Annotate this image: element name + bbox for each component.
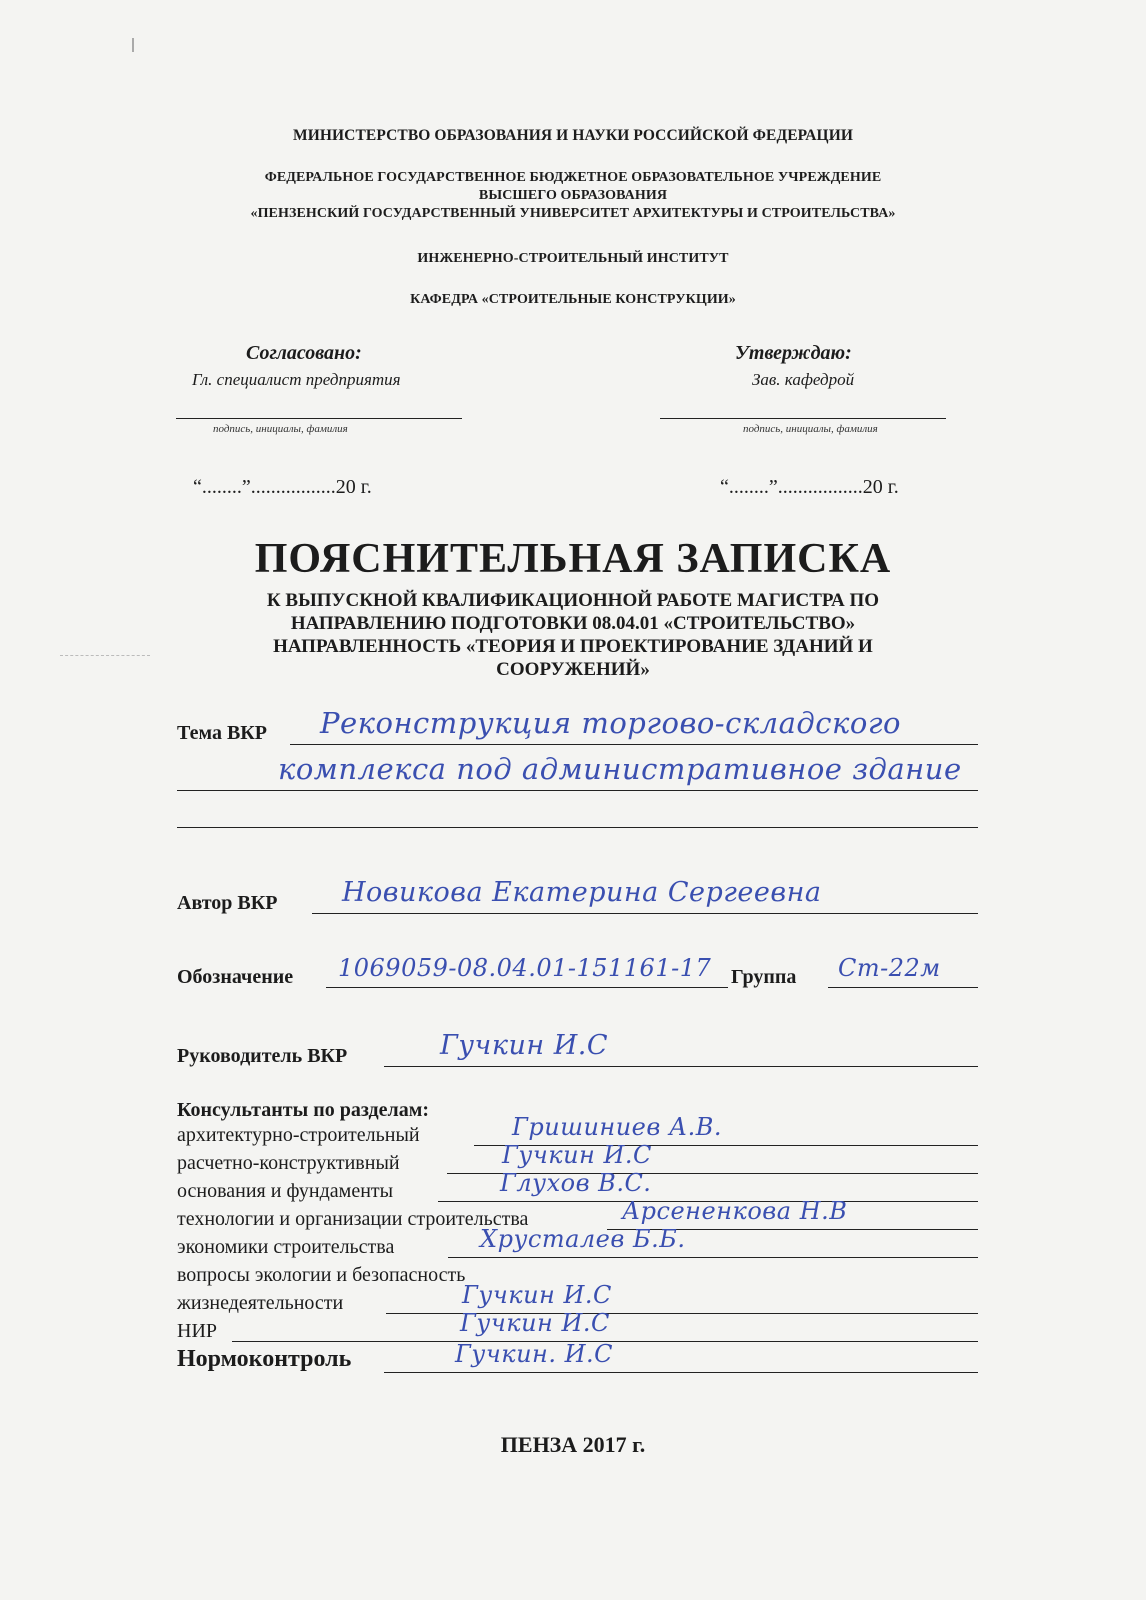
agreed-signature-line [176,418,462,419]
consultant-label-technology: технологии и организации строительства [177,1208,529,1230]
consultant-signature-foundations: Глухов В.С. [500,1169,652,1197]
consultant-signature-technology: Арсененкова Н.В [622,1197,848,1225]
subtitle-line-3: НАПРАВЛЕННОСТЬ «ТЕОРИЯ И ПРОЕКТИРОВАНИЕ ЗДАНИЙ И [273,636,873,657]
consultant-label-architecture: архитектурно-строительный [177,1124,420,1146]
institution-line-3: «ПЕНЗЕНСКИЙ ГОСУДАРСТВЕННЫЙ УНИВЕРСИТЕТ АРХИТЕКТУРЫ И СТРОИТЕЛЬСТВА» [250,206,896,221]
designation-handwritten: 1069059-08.04.01-151161-17 [338,954,712,982]
subtitle-line-1: К ВЫПУСКНОЙ КВАЛИФИКАЦИОННОЙ РАБОТЕ МАГИСТРА ПО [266,590,880,611]
institution-line-2: ВЫСШЕГО ОБРАЗОВАНИЯ [478,188,668,203]
consultant-label-foundations: основания и фундаменты [177,1180,394,1202]
consultant-signature-research: Гучкин И.С [460,1309,610,1337]
supervisor-line [384,1066,978,1067]
designation-label: Обозначение [177,966,294,988]
consultant-label-structural: расчетно-конструктивный [177,1152,400,1174]
consultant-signature-economics: Хрусталев Б.Б. [480,1225,686,1253]
supervisor-handwritten: Гучкин И.С [440,1030,609,1061]
author-handwritten: Новикова Екатерина Сергеевна [342,877,822,908]
group-line [828,987,978,988]
institute-line: ИНЖЕНЕРНО-СТРОИТЕЛЬНЫЙ ИНСТИТУТ [417,251,729,266]
topic-label: Тема ВКР [177,722,267,744]
ministry-line: МИНИСТЕРСТВО ОБРАЗОВАНИЯ И НАУКИ РОССИЙСКОЙ ФЕДЕРАЦИИ [292,127,854,144]
department-line: КАФЕДРА «СТРОИТЕЛЬНЫЕ КОНСТРУКЦИИ» [410,292,736,307]
consultant-signature-structural: Гучкин И.С [502,1141,652,1169]
scan-speck [132,38,134,52]
norm-control-line [384,1372,978,1373]
topic-handwritten-line-1: Реконструкция торгово-складского [320,706,901,740]
institution-line-1: ФЕДЕРАЛЬНОЕ ГОСУДАРСТВЕННОЕ БЮДЖЕТНОЕ ОБРАЗОВАТЕЛЬНОЕ УЧРЕЖДЕНИЕ [264,170,882,185]
consultants-label: Консультанты по разделам: [177,1099,430,1121]
consultant-label-economics: экономики строительства [177,1236,395,1258]
approved-signature-caption: подпись, инициалы, фамилия [743,423,878,435]
designation-line [326,987,728,988]
approved-title: Утверждаю: [735,342,852,364]
agreed-role: Гл. специалист предприятия [192,370,401,389]
group-handwritten: Ст-22м [838,954,941,982]
author-label: Автор ВКР [177,892,278,914]
approved-date: “........”.................20 г. [720,476,899,498]
topic-line-2 [177,790,978,791]
author-line [312,913,978,914]
consultant-label-life-safety: жизнедеятельности [177,1292,344,1314]
subtitle-line-4: СООРУЖЕНИЙ» [496,659,650,680]
topic-handwritten-line-2: комплекса под административное здание [278,752,962,786]
consultant-label-research: НИР [177,1320,218,1342]
consultant-line-economics [448,1257,978,1258]
agreed-signature-caption: подпись, инициалы, фамилия [213,423,348,435]
norm-control-label: Нормоконтроль [177,1346,352,1372]
supervisor-label: Руководитель ВКР [177,1045,348,1067]
consultant-signature-life-safety: Гучкин И.С [462,1281,612,1309]
approved-signature-line [660,418,946,419]
norm-control-signature: Гучкин. И.С [455,1340,614,1368]
topic-line-3 [177,827,978,828]
consultant-signature-architecture: Гришиниев А.В. [512,1113,723,1141]
subtitle-line-2: НАПРАВЛЕНИЮ ПОДГОТОВКИ 08.04.01 «СТРОИТЕЛЬСТВО» [290,613,856,634]
document-title: ПОЯСНИТЕЛЬНАЯ ЗАПИСКА [254,536,892,582]
agreed-title: Согласовано: [246,342,362,364]
group-label: Группа [731,966,797,988]
approved-role: Зав. кафедрой [752,370,855,389]
city-year: ПЕНЗА 2017 г. [500,1432,646,1457]
agreed-date: “........”.................20 г. [193,476,372,498]
consultant-label-ecology: вопросы экологии и безопасность [177,1264,466,1286]
topic-line-1 [290,744,978,745]
